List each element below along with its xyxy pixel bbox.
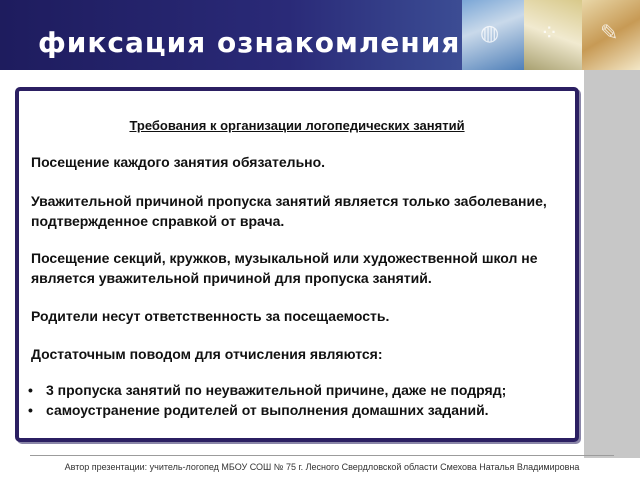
pencil-icon: ✎ [600, 20, 619, 45]
paragraph-attendance: Посещение каждого занятия обязательно. [31, 154, 326, 170]
footer-author: Автор презентации: учитель-логопед МБОУ СОШ № 75 г. Лесного Свердловской области Смехова Наталья Владимировна [64, 462, 580, 472]
slide-header [0, 0, 640, 70]
globe-icon: ◍ [480, 20, 500, 45]
expulsion-reasons-list [19, 380, 579, 420]
paragraph-expulsion-reasons: Достаточным поводом для отчисления являются: [31, 346, 383, 362]
footer-divider [30, 455, 614, 456]
list-item [19, 380, 579, 400]
photo-globe-icon [462, 0, 524, 70]
paragraph-parents-responsibility: Родители несут ответственность за посещаемость. [31, 308, 390, 324]
slide-title: фиксация ознакомления [38, 26, 461, 59]
paragraph-valid-reason: Уважительной причиной пропуска занятий является только заболевание, подтвержденное справкой от врача. [31, 193, 547, 229]
requirements-box [15, 87, 579, 442]
header-photo-strip [462, 0, 640, 70]
list-item-text: самоустранение родителей от выполнения домашних заданий. [46, 402, 489, 418]
abacus-icon: ⁘ [540, 20, 559, 45]
list-item-text: 3 пропуска занятий по неуважительной причине, даже не подряд; [46, 382, 507, 398]
list-item [19, 400, 579, 420]
photo-abacus-icon [524, 0, 582, 70]
paragraph-not-valid-reason: Посещение секций, кружков, музыкальной или художественной школ не является уважительной причиной для пропуска занятий. [31, 250, 538, 286]
bullet-icon: • [28, 382, 33, 398]
requirements-title: Требования к организации логопедических занятий [129, 118, 465, 133]
bullet-icon: • [28, 402, 33, 418]
photo-pencil-icon [582, 0, 640, 70]
side-decoration-strip [584, 70, 640, 458]
